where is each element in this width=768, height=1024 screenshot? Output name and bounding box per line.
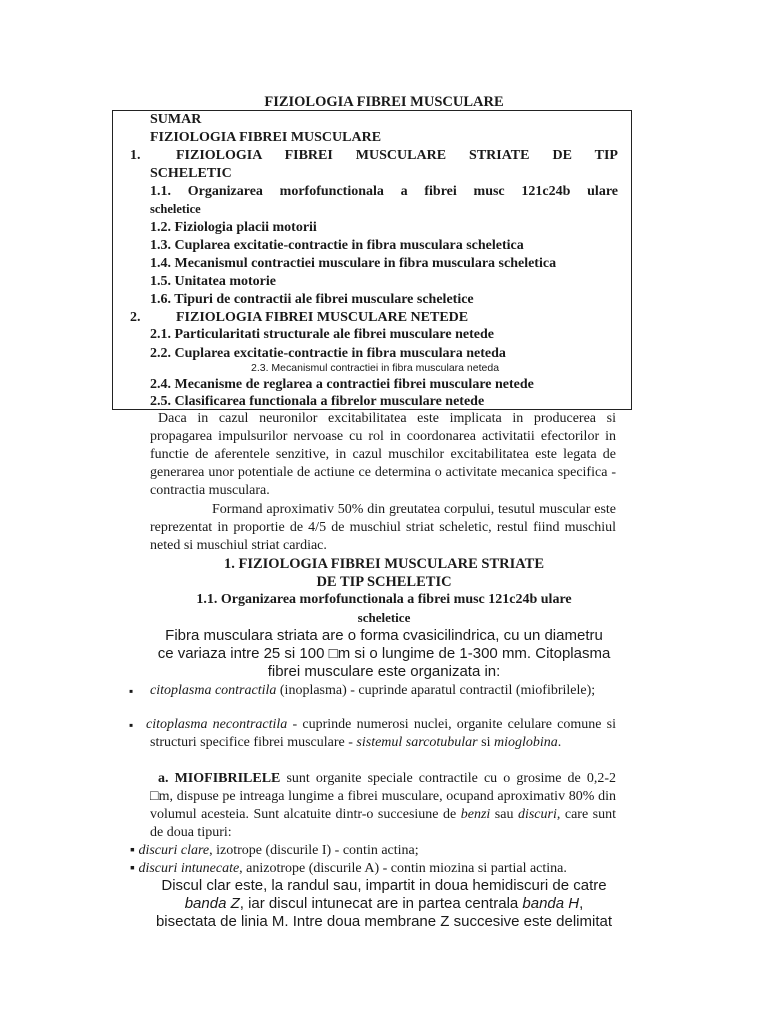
toc-item-1-1: 1.1. Organizarea morfofunctionala a fibrei musc 121c24b ulare (150, 184, 618, 199)
toc-item-1-5: 1.5. Unitatea motorie (150, 274, 276, 289)
term: benzi (460, 807, 491, 822)
term: discuri (517, 807, 557, 822)
toc-item-1-6: 1.6. Tipuri de contractii ale fibrei musculare scheletice (150, 292, 474, 307)
label: a. MIOFIBRILELE (158, 771, 281, 786)
bullet-icon: ▪ (129, 718, 134, 732)
intro-paragraph-2: Formand aproximativ 50% din greutatea corpului, tesutul muscular este reprezentat in proportie de 4/5 de muschiul striat scheletic, restul fiind muschiul neted si muschiul striat cardiac. (150, 502, 616, 553)
text: si (477, 735, 494, 750)
term: citoplasma necontractila (146, 717, 288, 732)
term: banda Z (184, 895, 240, 912)
summary-heading: SUMAR (150, 112, 202, 127)
term: banda H (522, 895, 580, 912)
bullet-item-necontractila (146, 716, 616, 752)
disc-line-2 (0, 895, 768, 912)
term: sistemul sarcotubular (356, 735, 478, 750)
toc-item-1-1-cont: scheletice (150, 202, 201, 216)
text: sau (490, 807, 518, 822)
fibra-line-3: fibrei musculare este organizata in: (267, 663, 501, 680)
toc-item-2-4: 2.4. Mecanisme de reglarea a contractiei fibrei musculare netede (150, 377, 534, 392)
text: (inoplasma) - cuprinde aparatul contractil (miofibrilele); (276, 683, 596, 698)
intro-paragraph-1: Daca in cazul neuronilor excitabilitatea este implicata in producerea si propagarea impulsurilor nervoase cu rol in coordonarea activitatii efectorilor in functie de aferentele senzitive, in cazul muschilor excitabilitatea este legata de generarea unor potentiale de actiune ce determina o activitate mecanica specifica - contractia musculara. (150, 411, 616, 498)
toc-item-1-3: 1.3. Cuplarea excitatie-contractie in fibra musculara scheletica (150, 238, 524, 253)
term: mioglobina (493, 735, 558, 750)
section-1-1-heading: 1.1. Organizarea morfofunctionala a fibrei musc 121c24b ulare (196, 592, 572, 607)
text: , iar discul intunecat are in partea centrala (239, 895, 523, 912)
disc-item-intunecate (130, 860, 650, 878)
fibra-line-2: ce variaza intre 25 si 100 □m si o lungime de 1-300 mm. Citoplasma (157, 645, 611, 662)
bullet-icon: ▪ (129, 684, 134, 698)
term: discuri intunecate (138, 861, 240, 876)
toc-item-1-number: 1. (130, 148, 141, 163)
text: . (557, 735, 562, 750)
toc-item-2-2: 2.2. Cuplarea excitatie-contractie in fibra musculara neteda (150, 346, 506, 361)
toc-item-2-1: 2.1. Particularitati structurale ale fibrei musculare netede (150, 327, 494, 342)
text: , care sunt de doua tipuri: (150, 807, 616, 840)
toc-item-2-3: 2.3. Mecanismul contractiei in fibra musculara neteda (251, 362, 500, 374)
toc-item-1-2: 1.2. Fiziologia placii motorii (150, 220, 317, 235)
section-1-heading: 1. FIZIOLOGIA FIBREI MUSCULARE STRIATE (223, 556, 544, 572)
text: , izotrope (discurile I) - contin actina; (209, 843, 419, 858)
text: , (579, 895, 584, 912)
toc-item-1-4: 1.4. Mecanismul contractiei musculare in fibra musculara scheletica (150, 256, 557, 271)
toc-item-2: FIZIOLOGIA FIBREI MUSCULARE NETEDE (176, 310, 469, 325)
toc-item-1-cont: SCHELETIC (150, 166, 232, 181)
bullet-icon: ▪ (130, 843, 135, 858)
section-1-1-heading-cont: scheletice (357, 610, 411, 625)
disc-item-clare (130, 842, 630, 860)
miofibrilele-paragraph (150, 770, 616, 842)
text: sunt organite speciale contractile cu o grosime de 0,2-2 □m, dispuse pe intreaga lungime a fibrei musculare, ocupand aproximativ 80% din volumul acesteia. Sunt alcatuite dintr-o succesiune de (150, 771, 616, 822)
term: discuri clare (138, 843, 210, 858)
bullet-icon: ▪ (130, 861, 135, 876)
bullet-item-contractila (150, 682, 616, 700)
text: , anizotrope (discurile A) - contin miozina si partial actina. (239, 861, 567, 876)
text: - cuprinde numerosi nuclei, organite celulare comune si structuri specifice fibrei musculare - (150, 717, 616, 750)
disc-line-1: Discul clar este, la randul sau, impartit in doua hemidiscuri de catre (161, 877, 607, 894)
toc-item-2-number: 2. (130, 310, 141, 325)
section-1-heading-cont: DE TIP SCHELETIC (316, 574, 452, 590)
summary-subheading: FIZIOLOGIA FIBREI MUSCULARE (150, 130, 382, 145)
term: citoplasma contractila (150, 683, 277, 698)
fibra-line-1: Fibra musculara striata are o forma cvasicilindrica, cu un diametru (165, 627, 603, 644)
toc-item-1: FIZIOLOGIA FIBREI MUSCULARE STRIATE DE TIP (176, 148, 618, 163)
disc-line-3: bisectata de linia M. Intre doua membrane Z succesive este delimitat (155, 913, 613, 930)
document-title: FIZIOLOGIA FIBREI MUSCULARE (264, 94, 504, 110)
toc-item-2-5: 2.5. Clasificarea functionala a fibrelor musculare netede (150, 394, 485, 409)
